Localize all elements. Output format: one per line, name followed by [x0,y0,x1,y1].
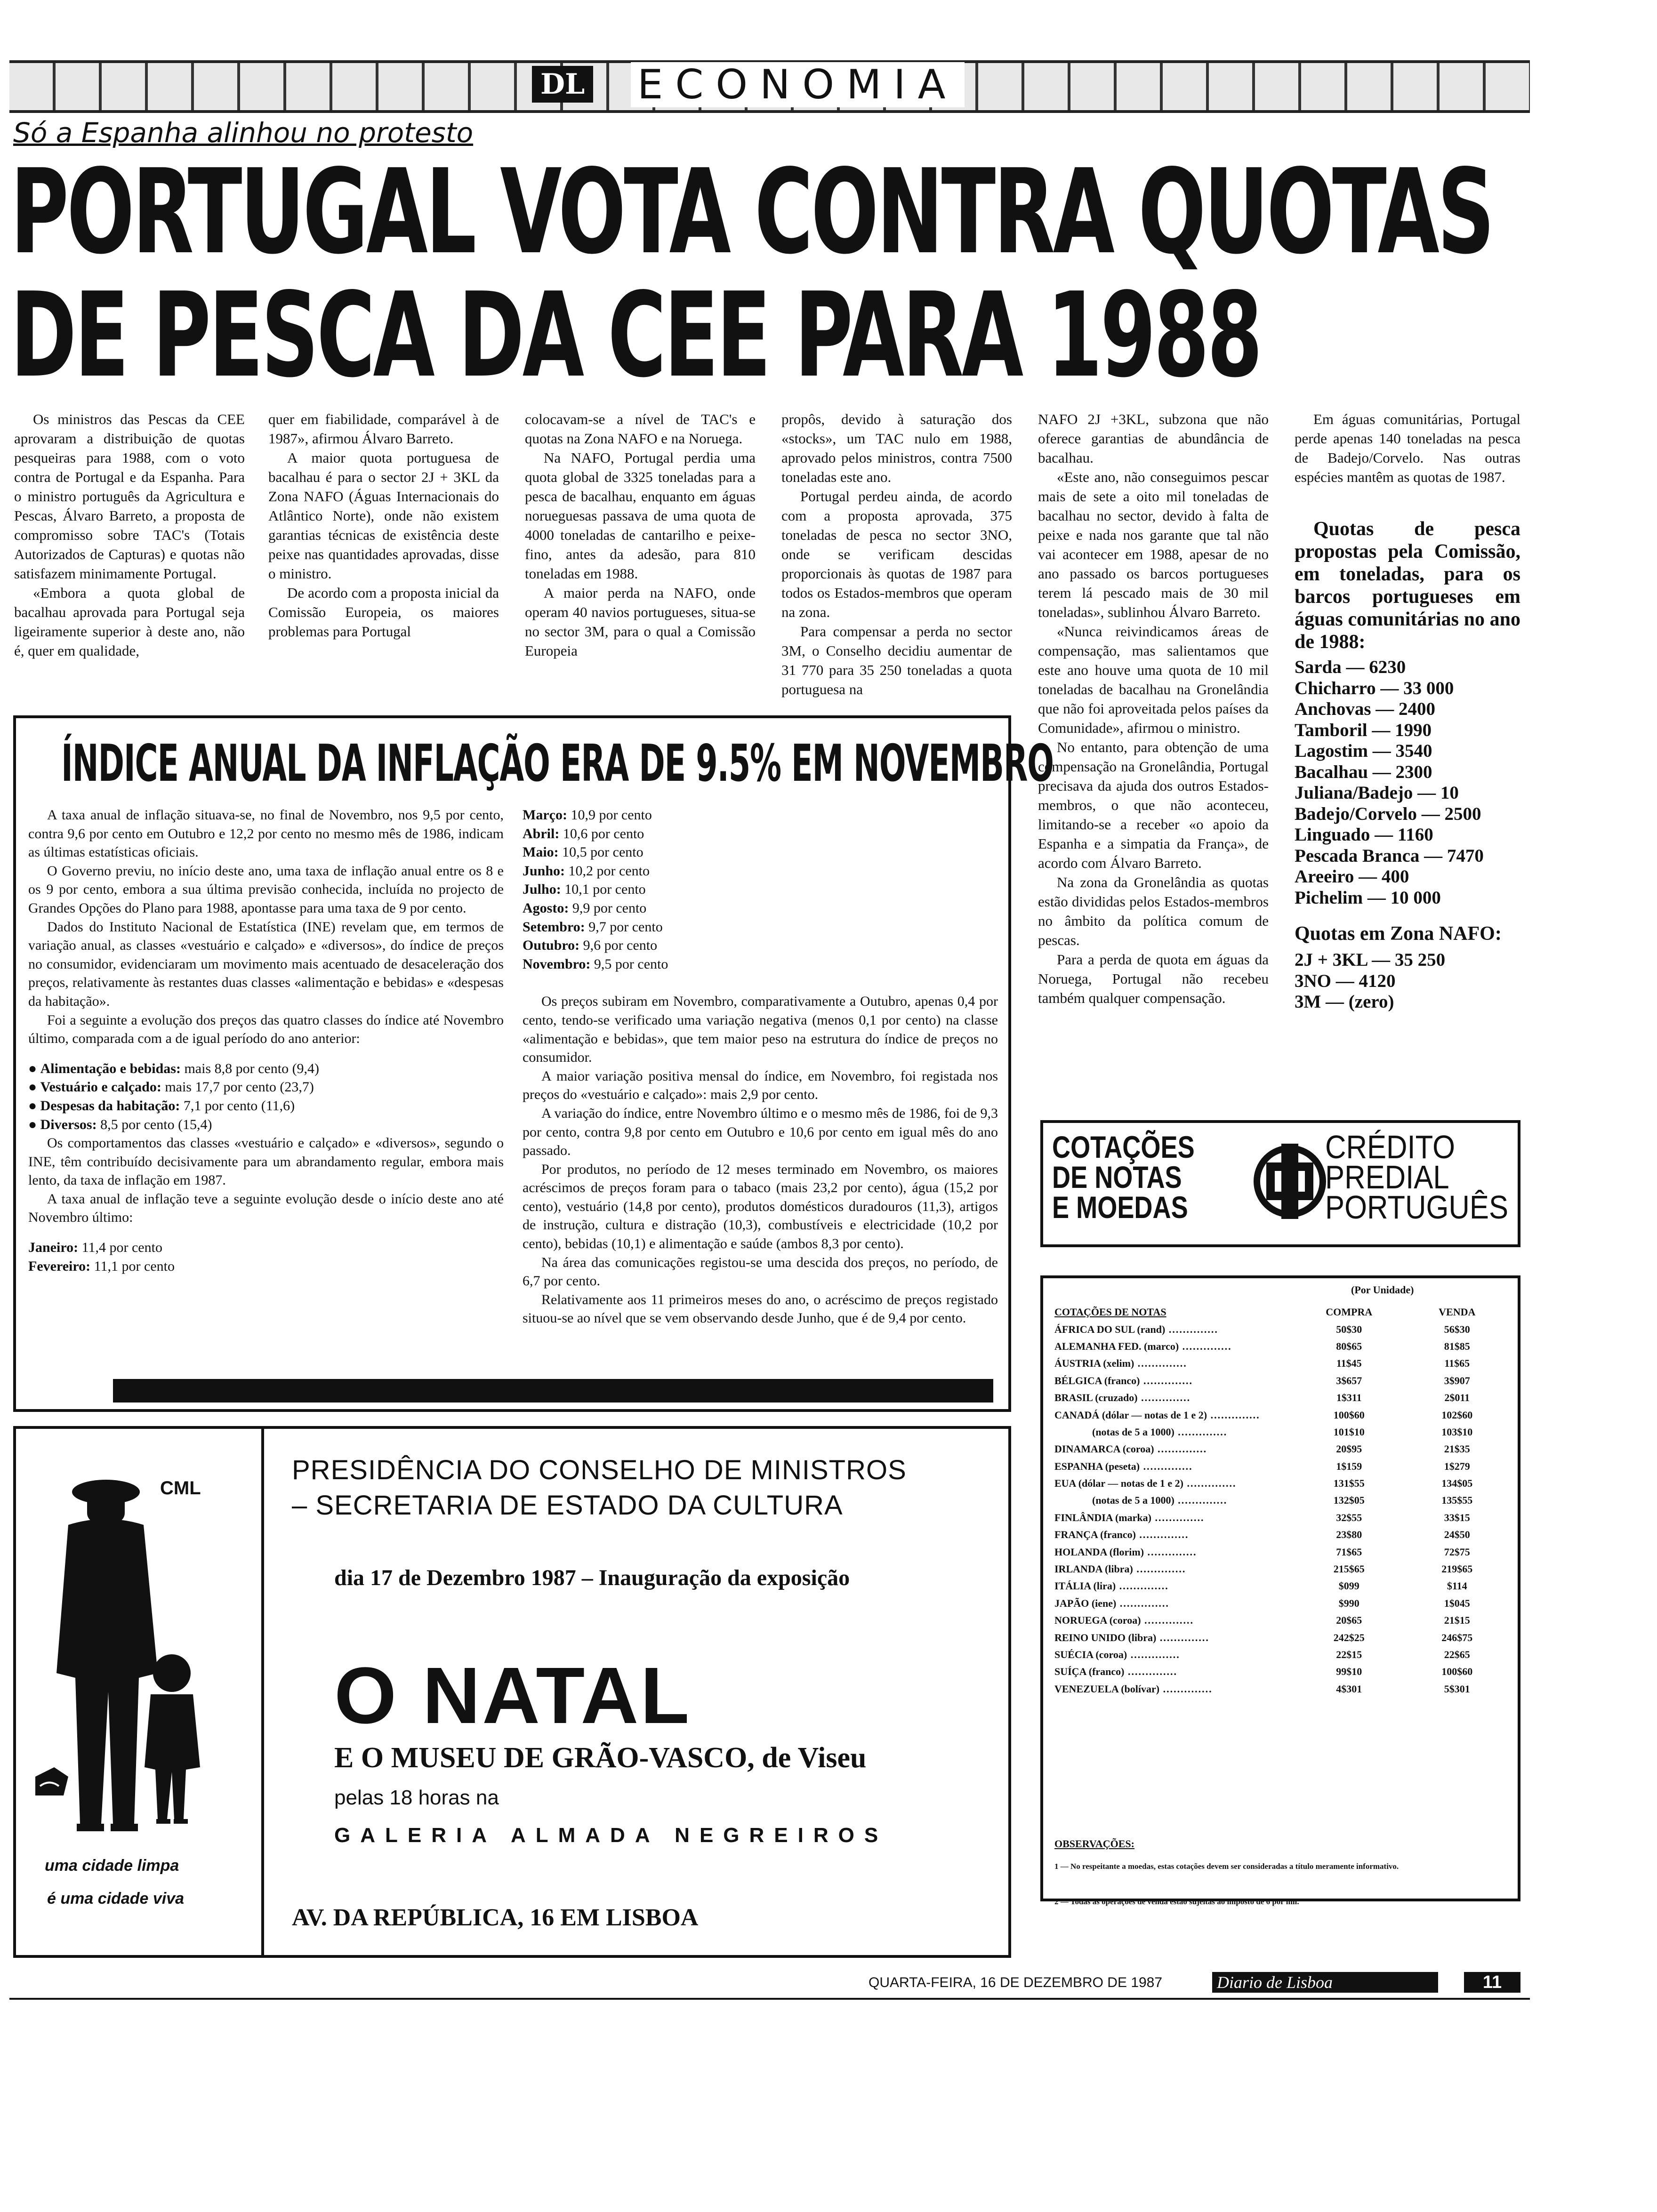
bullet-label: Alimentação e bebidas: [40,1060,181,1076]
rates-row [1054,1526,1511,1543]
rate-currency-name: SUÍÇA (franco) [1054,1666,1125,1678]
rate-currency-name: (notas de 5 a 1000) [1092,1426,1174,1438]
rate-currency [1054,1338,1295,1355]
leader-dots: .............. [1141,1614,1194,1627]
paragraph: A variação do índice, entre Novembro último e o mesmo mês de 1986, foi de 9,3 por cento, contra 9,8 por cento em Outubro e 10,6 por cento em igual mês do ano passado. [523,1105,998,1159]
quota-item: Pescada Branca — 7470 [1295,845,1484,866]
natal-org-line-2: – SECRETARIA DE ESTADO DA CULTURA [292,1490,843,1521]
inflation-bullet [28,1097,504,1115]
rates-row [1054,1578,1511,1595]
article-headline [10,144,1493,403]
rates-obs-2: 2 — Todas as operações de venda estão sujeitas ao imposto de 6 por mil. [1054,1897,1299,1906]
inflation-bullets [28,1059,504,1134]
paragraph: A taxa anual de inflação situava-se, no final de Novembro, nos 9,5 por cento, contra 9,6 por cento em Outubro e 12,2 por cento no mesmo mês de 1986, indicam as últimas estatísticas oficiais. [28,807,504,860]
inflation-bullet [28,1115,504,1134]
rate-currency [1054,1441,1295,1458]
paragraph: A maior variação positiva mensal do índice, em Novembro, foi registada nos preços do «vestuário e calçado»: mais 2,9 por cento. [523,1068,998,1103]
rate-currency [1054,1509,1295,1526]
month-value: 11,1 por cento [94,1258,175,1274]
rate-buy: 71$65 [1336,1546,1362,1558]
month-label: Outubro: [523,938,580,954]
rate-sell: 11$65 [1444,1357,1470,1370]
rate-currency-name: BRASIL (cruzado) [1054,1392,1138,1404]
bullet-label: Despesas da habitação: [40,1098,180,1114]
rate-buy: 50$30 [1336,1323,1362,1335]
inflation-month-row [28,1238,504,1257]
natal-title: O NATAL [334,1651,692,1740]
paragraph: Relativamente aos 11 primeiros meses do ano, o acréscimo de preços registado situou-se ao nível que se vem observando desde Junho, que é de 9,4 por cento. [523,1291,998,1326]
rates-row [1054,1492,1511,1509]
rate-sell: 72$75 [1444,1546,1470,1558]
inflation-month-row [523,880,998,899]
rate-currency [1054,1424,1295,1441]
rate-currency [1054,1561,1295,1578]
cml-label: CML [160,1478,201,1499]
month-label: Fevereiro: [28,1258,91,1274]
quota-item: Sarda — 6230 [1295,657,1406,677]
article-column-5 [1038,409,1269,1008]
rate-currency-name: (notas de 5 a 1000) [1092,1494,1174,1507]
month-label: Abril: [523,825,560,842]
footer-rule [9,1998,1530,2000]
bullet-value: 7,1 por cento (11,6) [183,1098,295,1114]
month-value: 10,9 por cento [571,807,652,823]
rate-buy: 215$65 [1333,1563,1365,1575]
rate-buy: 132$05 [1333,1494,1365,1507]
month-label: Janeiro: [28,1240,79,1256]
rate-sell: 102$60 [1441,1409,1473,1421]
natal-subtitle: E O MUSEU DE GRÃO-VASCO, de Viseu [334,1742,867,1774]
rates-logo-right [1325,1129,1509,1226]
rate-currency [1054,1372,1295,1389]
quota-item: Tamboril — 1990 [1295,720,1432,740]
paragraph: Na NAFO, Portugal perdia uma quota global de 3325 toneladas para a pesca de bacalhau, enquanto em águas norueguesas passava de uma quota de 4000 toneladas de cantarilho e peixe-fino, antes da adesão, para 810 toneladas em 1988. [525,449,756,582]
month-value: 10,5 por cento [562,844,643,860]
rates-row [1054,1612,1511,1629]
paragraph: Portugal perdeu ainda, de acordo com a proposta aprovada, 375 toneladas de pesca no sector 3NO, onde se verificam descidas proporcionais às quotas de 1987 para todos os Estados-membros que operam na zona. [781,488,1012,620]
quotas-list [1295,657,1520,908]
natal-venue: GALERIA ALMADA NEGREIROS [334,1824,888,1847]
leader-dots: .............. [1137,1392,1191,1404]
rates-row [1054,1458,1511,1475]
paragraph: Em águas comunitárias, Portugal perde apenas 140 toneladas na pesca de Badejo/Corvelo. Nas outras espécies mantêm as quotas de 1987. [1295,411,1520,485]
footer-paper-name: Diario de Lisboa [1212,1972,1438,1993]
rates-logo-right-line-1: CRÉDITO [1325,1129,1456,1165]
inflation-column-1 [28,806,504,1275]
inflation-month-row [523,862,998,881]
rate-buy: 3$657 [1336,1374,1362,1387]
month-value: 10,6 por cento [563,825,644,842]
headline-line-1: PORTUGAL VOTA CONTRA QUOTAS [10,144,1493,280]
article-column-4 [781,409,1012,699]
inflation-bullet [28,1059,504,1078]
rate-currency [1054,1646,1295,1663]
rates-row [1054,1681,1511,1698]
rates-table [1054,1304,1511,1698]
quota-item: Anchovas — 2400 [1295,699,1436,719]
paragraph: Os preços subiram em Novembro, comparativamente a Outubro, apenas 0,4 por cento, tendo-se verificado uma variação negativa (menos 0,1 por cento) na classe «alimentação e bebidas», que tem maior peso na estrutura do índice de preços no consumidor. [523,994,998,1066]
rate-buy: 80$65 [1336,1340,1362,1352]
leader-dots: .............. [1144,1546,1197,1558]
inflation-month-row [523,955,998,974]
rates-row [1054,1355,1511,1372]
quota-item: Lagostim — 3540 [1295,741,1432,761]
rate-currency-name: ITÁLIA (lira) [1054,1580,1116,1592]
rate-sell: 103$10 [1441,1426,1473,1438]
headline-line-2: DE PESCA DA CEE PARA 1988 [10,268,1261,403]
inflation-month-row [523,899,998,918]
rate-currency-name: CANADÁ (dólar — notas de 1 e 2) [1054,1409,1207,1421]
month-value: 10,2 por cento [568,863,650,879]
natal-time: pelas 18 horas na [334,1786,499,1809]
rate-buy: 242$25 [1333,1631,1365,1643]
rate-currency [1054,1629,1295,1646]
rates-row [1054,1389,1511,1406]
leader-dots: .............. [1140,1374,1193,1387]
leader-dots: .............. [1135,1529,1189,1541]
inflation-column-2 [523,806,998,1328]
inflation-month-row [523,806,998,825]
paragraph: NAFO 2J +3KL, subzona que não oferece garantias de abundância de bacalhau. [1038,411,1269,466]
rates-logo-left-line-3: E MOEDAS [1052,1190,1188,1225]
quotas-box [1295,518,1520,1013]
leader-dots: .............. [1183,1477,1237,1490]
leader-dots: .............. [1165,1323,1218,1335]
paragraph: Os comportamentos das classes «vestuário e calçado» e «diversos», segundo o INE, têm contribuído decisivamente para um abrandamento regular, embora mais lento, da taxa de inflação em 1987. [28,1135,504,1188]
rate-currency [1054,1578,1295,1595]
leader-dots: .............. [1154,1443,1207,1455]
rate-currency-name: ÁFRICA DO SUL (rand) [1054,1323,1166,1335]
article-column-6 [1295,409,1520,487]
paragraph: Os ministros das Pescas da CEE aprovaram a distribuição de quotas pesqueiras para 1988, com o voto contra de Portugal e da Espanha. Para o ministro português da Agricultura e Pescas, Álvaro Barreto, a proposta de compromisso sobre TAC's (Totais Autorizados de Capturas) e quotas não satisfazem minimamente Portugal. [14,411,245,582]
rate-currency [1054,1389,1295,1406]
rate-sell: 56$30 [1444,1323,1470,1335]
rate-currency [1054,1355,1295,1372]
quota-item: Badejo/Corvelo — 2500 [1295,803,1481,824]
bullet-label: Diversos: [40,1116,97,1132]
rate-buy: 100$60 [1333,1409,1365,1421]
inflation-month-row [523,825,998,843]
paper-logo: DL [532,66,593,103]
quota-item: Linguado — 1160 [1295,825,1433,845]
rates-col-sell: VENDA [1439,1306,1476,1318]
rate-buy: 32$55 [1336,1511,1362,1523]
leader-dots: .............. [1207,1409,1260,1421]
rates-header-row [1054,1304,1511,1321]
month-value: 9,5 por cento [594,956,668,972]
rate-currency-name: BÉLGICA (franco) [1054,1374,1140,1387]
rate-currency-name: IRLANDA (libra) [1054,1563,1133,1575]
rates-row [1054,1424,1511,1441]
paragraph: Por produtos, no período de 12 meses terminado em Novembro, os maiores acréscimos de preços foram para o tabaco (mais 23,2 por cento), água (15,2 por cento), vestuário (14,8 por cento), produtos domésticos duradouros (11,3), artigos de instrução, cultura e distração (10,3), combustíveis e electricidade (10,2 por cento), bebidas (10,1) e alimentação e saúde (ambos 8,3 por cento). [523,1161,998,1252]
month-label: Maio: [523,844,559,860]
rates-row [1054,1509,1511,1526]
rate-currency-name: EUA (dólar — notas de 1 e 2) [1054,1477,1183,1490]
rate-buy: $099 [1338,1580,1359,1592]
leader-dots: .............. [1133,1563,1186,1575]
quota-item: Areeiro — 400 [1295,866,1409,887]
leader-dots: .............. [1159,1683,1213,1695]
nafo-list [1295,950,1520,1013]
rate-currency-name: HOLANDA (florim) [1054,1546,1144,1558]
rate-sell: 21$35 [1444,1443,1470,1455]
cml-slogan-2: é uma cidade viva [47,1890,185,1907]
rate-currency-name: JAPÃO (iene) [1054,1597,1117,1609]
rate-currency-name: FINLÂNDIA (marka) [1054,1511,1151,1523]
month-value: 9,6 por cento [583,938,658,954]
cml-slogan-1: uma cidade limpa [45,1857,179,1875]
rate-buy: 23$80 [1336,1529,1362,1541]
article-column-3 [525,409,756,660]
rate-currency-name: SUÉCIA (coroa) [1054,1649,1127,1660]
natal-ad [268,1428,1007,1956]
rate-sell: 134$05 [1441,1477,1473,1490]
rate-buy: 20$65 [1336,1614,1362,1627]
rates-obs-title: OBSERVAÇÕES: [1054,1838,1134,1850]
rates-row [1054,1646,1511,1663]
leader-dots: .............. [1140,1460,1193,1472]
rate-buy: 22$15 [1336,1649,1362,1660]
quota-item: Juliana/Badejo — 10 [1295,783,1459,803]
quota-item: Chicharro — 33 000 [1295,678,1454,698]
inflation-months-b [523,806,998,973]
bullet-value: mais 17,7 por cento (23,7) [165,1079,314,1095]
rates-row [1054,1338,1511,1355]
inflation-headline: ÍNDICE ANUAL DA INFLAÇÃO ERA DE 9.5% EM NOVEMBRO [61,734,1054,793]
paragraph: quer em fiabilidade, comparável à de 1987», afirmou Álvaro Barreto. [268,411,499,447]
rate-sell: 219$65 [1441,1563,1473,1575]
quota-item: Bacalhau — 2300 [1295,761,1432,782]
rate-sell: 5$301 [1444,1683,1470,1695]
rates-row [1054,1321,1511,1338]
rate-currency [1054,1663,1295,1680]
rate-sell: 100$60 [1441,1666,1473,1678]
inflation-bottom-bar [113,1379,993,1403]
rates-logo-right-line-2: PREDIAL [1325,1159,1449,1195]
rate-currency-name: ALEMANHA FED. (marco) [1054,1340,1179,1352]
cpp-logo-icon [1252,1134,1327,1228]
cml-illustration [16,1428,259,1956]
leader-dots: .............. [1124,1666,1177,1678]
rate-sell: 2$011 [1444,1392,1470,1404]
paragraph: No entanto, para obtenção de uma compensação na Gronelândia, Portugal precisava da ajuda dos outros Estados-membros, o que não aconteceu, limitando-se a receber «o apoio da Espanha e a simpatia da França», de acordo com Álvaro Barreto. [1038,739,1269,871]
month-value: 10,1 por cento [564,882,646,898]
rates-row [1054,1595,1511,1612]
month-label: Março: [523,807,567,823]
paragraph: colocavam-se a nível de TAC's e quotas na Zona NAFO e na Noruega. [525,411,756,447]
paragraph: De acordo com a proposta inicial da Comissão Europeia, os maiores problemas para Portugal [268,585,499,640]
nafo-item: 3NO — 4120 [1295,970,1396,991]
rates-col-name: COTAÇÕES DE NOTAS [1054,1306,1166,1318]
rate-sell: 1$045 [1444,1597,1470,1609]
rates-row [1054,1629,1511,1646]
rate-buy: 20$95 [1336,1443,1362,1455]
rate-sell: 33$15 [1444,1511,1470,1523]
month-value: 9,9 por cento [572,900,647,916]
leader-dots: .............. [1151,1511,1205,1523]
rates-col-buy: COMPRA [1326,1306,1373,1318]
rates-body [1054,1321,1511,1698]
rate-sell: 22$65 [1444,1649,1470,1660]
paragraph: A taxa anual de inflação teve a seguinte evolução desde o início deste ano até Novembro último: [28,1191,504,1226]
natal-address: AV. DA REPÚBLICA, 16 EM LISBOA [292,1904,699,1931]
rate-sell: 135$55 [1441,1494,1473,1507]
rate-buy: 131$55 [1333,1477,1365,1490]
footer-page-number: 11 [1464,1972,1520,1993]
article-column-1 [14,409,245,660]
article-column-2 [268,409,499,641]
rate-currency [1054,1612,1295,1629]
rates-row [1054,1543,1511,1560]
paragraph: A maior perda na NAFO, onde operam 40 navios portugueses, situa-se no sector 3M, para o qual a Comissão Europeia [525,585,756,659]
rate-sell: 3$907 [1444,1374,1470,1387]
rate-buy: 1$159 [1336,1460,1362,1472]
month-value: 9,7 por cento [588,919,663,935]
rates-logo-left-line-1: COTAÇÕES [1052,1130,1195,1164]
rate-currency [1054,1475,1295,1492]
rate-sell: 21$15 [1444,1614,1470,1627]
rate-currency [1054,1492,1295,1509]
paragraph: propôs, devido à saturação dos «stocks», um TAC nulo em 1988, aprovado pelos ministros, contra 7500 toneladas este ano. [781,411,1012,485]
rates-row [1054,1663,1511,1680]
rate-currency-name: FRANÇA (franco) [1054,1529,1136,1541]
leader-dots: .............. [1116,1580,1169,1592]
rate-currency-name: DINAMARCA (coroa) [1054,1443,1154,1455]
rate-currency-name: VENEZUELA (bolívar) [1054,1683,1160,1695]
rate-currency [1054,1595,1295,1612]
leader-dots: .............. [1156,1631,1209,1643]
paragraph: A maior quota portuguesa de bacalhau é para o sector 2J + 3KL da Zona NAFO (Águas Internacionais do Atlântico Norte), onde não existem garantias técnicas de existência deste peixe nas quantidades aprovadas, disse o ministro. [268,449,499,582]
section-title: ECONOMIA [631,62,965,107]
cml-emblem-icon [35,1767,68,1795]
paragraph: Para compensar a perda no sector 3M, o Conselho decidiu aumentar de 31 770 para 35 250 toneladas a quota portuguesa na [781,623,1012,697]
rate-currency-name: REINO UNIDO (libra) [1054,1631,1157,1643]
leader-dots: .............. [1179,1340,1232,1352]
bullet-value: 8,5 por cento (15,4) [100,1116,212,1132]
paragraph: Na zona da Gronelândia as quotas estão divididas pelos Estados-membros no âmbito da política comum de pescas. [1038,874,1269,948]
quotas-title: Quotas de pesca propostas pela Comissão, em toneladas, para os barcos portugueses em águas comunitárias no ano de 1988: [1295,518,1520,653]
rates-logo-left [1052,1130,1195,1225]
paragraph: «Este ano, não conseguimos pescar mais de sete a oito mil toneladas de bacalhau no sector, devido à falta de peixe e nada nos garante que tal não vai acontecer em 1988, apesar de no ano passado os barcos portugueses terem lá pescado mais de 30 mil toneladas», sublinhou Álvaro Barreto. [1038,469,1269,620]
natal-org-line-1: PRESIDÊNCIA DO CONSELHO DE MINISTROS [292,1455,907,1485]
ads-divider [261,1426,264,1958]
rates-obs-1: 1 — No respeitante a moedas, estas cotações devem ser consideradas a título meramente informativo. [1054,1862,1399,1871]
bullet-icon: ● [28,1098,40,1114]
rate-currency [1054,1321,1295,1338]
rate-sell: 1$279 [1444,1460,1470,1472]
inflation-month-row [523,843,998,862]
rate-buy: 4$301 [1336,1683,1362,1695]
rate-currency [1054,1681,1295,1698]
nafo-item: 2J + 3KL — 35 250 [1295,950,1446,970]
month-label: Agosto: [523,900,569,916]
leader-dots: .............. [1116,1597,1169,1609]
natal-date: dia 17 de Dezembro 1987 – Inauguração da exposição [334,1565,850,1590]
bullet-value: mais 8,8 por cento (9,4) [184,1060,320,1076]
leader-dots: .............. [1127,1649,1180,1660]
rate-buy: 1$311 [1336,1392,1362,1404]
rate-sell: $114 [1447,1580,1467,1592]
paragraph: Para a perda de quota em águas da Noruega, Portugal não recebeu também qualquer compensação. [1038,951,1269,1006]
rate-sell: 81$85 [1444,1340,1470,1352]
leader-dots: .............. [1174,1426,1228,1438]
rate-currency-name: NORUEGA (coroa) [1054,1614,1141,1627]
month-value: 11,4 por cento [81,1240,162,1256]
inflation-bullet [28,1078,504,1097]
paragraph: «Nunca reivindicamos áreas de compensação, mas salientamos que este ano houve uma quota de 10 mil toneladas de bacalhau na Gronelândia que não foi aproveitada pelos países da Comunidade», afirmou o ministro. [1038,623,1269,736]
rate-sell: 246$75 [1441,1631,1473,1643]
bullet-icon: ● [28,1060,40,1076]
nafo-item: 3M — (zero) [1295,992,1394,1012]
rates-logo-right-line-3: PORTUGUÊS [1325,1189,1509,1226]
paragraph: «Embora a quota global de bacalhau aprovada para Portugal seja ligeiramente superior à deste ano, não é, quer em qualidade, [14,585,245,659]
rate-currency [1054,1406,1295,1423]
rates-row [1054,1561,1511,1578]
rate-buy: $990 [1338,1597,1359,1609]
article-kicker: Só a Espanha alinhou no protesto [13,117,474,149]
month-label: Junho: [523,863,565,879]
leader-dots: .............. [1174,1494,1228,1507]
month-label: Novembro: [523,956,591,972]
paragraph: Na área das comunicações registou-se uma descida dos preços, no período, de 6,7 por cento. [523,1254,998,1289]
rates-row [1054,1406,1511,1423]
paragraph: Dados do Instituto Nacional de Estatística (INE) revelam que, em termos de variação anual, as classes «vestuário e calçado» e «diversos», do índice de preços no consumidor, evidenciaram um movimento mais acentuado de desaceleração dos preços, relativamente às restantes duas classes «alimentação e bebidas» e «despesas da habitação». [28,919,504,1009]
rates-logo-left-line-2: DE NOTAS [1052,1160,1182,1194]
month-label: Julho: [523,882,561,898]
rate-currency [1054,1526,1295,1543]
rate-buy: 11$45 [1336,1357,1362,1370]
rate-currency-name: ESPANHA (peseta) [1054,1460,1140,1472]
leader-dots: .............. [1134,1357,1187,1370]
rate-buy: 99$10 [1336,1666,1362,1678]
policeman-figure [56,1480,158,1831]
inflation-month-row [523,918,998,937]
rates-row [1054,1372,1511,1389]
rates-unit-note: (Por Unidade) [1351,1284,1414,1296]
inflation-months-a [28,1238,504,1275]
cml-ad [16,1428,259,1956]
month-label: Setembro: [523,919,585,935]
footer-date: QUARTA-FEIRA, 16 DE DEZEMBRO DE 1987 [869,1975,1163,1990]
bullet-icon: ● [28,1079,40,1095]
bullet-label: Vestuário e calçado: [40,1079,161,1095]
rate-currency [1054,1543,1295,1560]
nafo-title: Quotas em Zona NAFO: [1295,923,1502,945]
rates-row [1054,1441,1511,1458]
rates-row [1054,1475,1511,1492]
rate-currency-name: ÁUSTRIA (xelim) [1054,1357,1134,1370]
bullet-icon: ● [28,1116,40,1132]
rate-currency [1054,1458,1295,1475]
paragraph: Foi a seguinte a evolução dos preços das quatro classes do índice até Novembro último, comparada com a de igual período do ano anterior: [28,1012,504,1047]
rate-sell: 24$50 [1444,1529,1470,1541]
rate-buy: 101$10 [1333,1426,1365,1438]
paragraph: O Governo previu, no início deste ano, uma taxa de inflação anual entre os 8 e os 9 por cento, embora a sua última previsão conhecida, incluída no projecto de Grandes Opções do Plano para 1988, apontasse para uma taxa de 9 por cento. [28,863,504,916]
child-figure [145,1654,200,1824]
quota-item: Pichelim — 10 000 [1295,887,1441,908]
inflation-month-row [523,936,998,955]
inflation-month-row [28,1257,504,1276]
